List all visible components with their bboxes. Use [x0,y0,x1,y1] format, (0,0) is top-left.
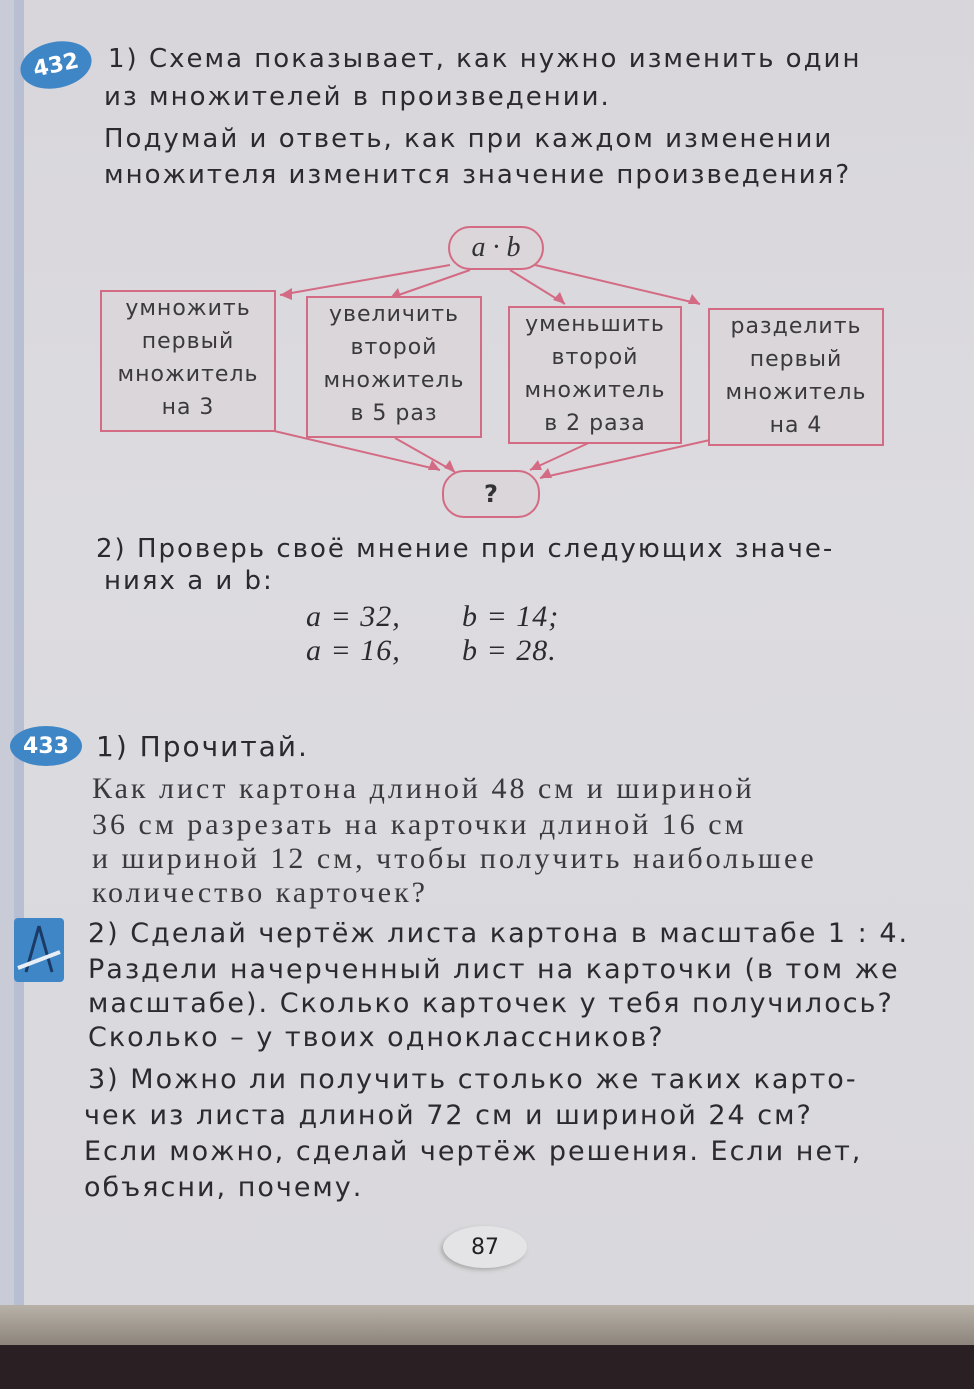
task-433-part2-line-4: Сколько – у твоих одноклассников? [88,1022,665,1053]
page-bottom-edge [0,1305,974,1345]
task-432-line-1: 1) Схема показывает, как нужно изменить один [108,44,862,74]
page-number: 87 [443,1226,527,1268]
task-432-part2-line-1: 2) Проверь своё мнение при следующих значе- [96,534,835,564]
task-433-part3-line-1: 3) Можно ли получить столько же таких карто- [88,1064,858,1095]
task-number-badge-432: 432 [16,35,96,95]
task-433-part1-title: 1) Прочитай. [96,730,309,763]
value-a-2: a = 16, [306,634,401,667]
box-1-line-3: множитель [117,362,259,387]
diagram-box-1 [100,290,276,432]
task-432-line-4: множителя изменится значение произведения? [104,160,852,190]
diagram-top-node: a · b [448,226,544,270]
box-3-line-3: множитель [524,378,666,403]
task-433-part2-line-1: 2) Сделай чертёж листа картона в масштабе 1 : 4. [88,918,910,949]
value-b-2: b = 28. [462,634,557,667]
value-a-1: a = 32, [306,600,401,633]
box-1-line-2: первый [141,329,235,354]
diagram-box-3 [508,306,682,444]
box-2-line-3: множитель [323,368,465,393]
box-2-line-1: увеличить [329,302,459,327]
task-433-part3-line-2: чек из листа длиной 72 см и шириной 24 см? [84,1100,813,1131]
diagram-box-2 [306,296,482,438]
box-3-line-4: в 2 раза [544,411,646,436]
box-4-line-2: первый [749,347,843,372]
value-b-1: b = 14; [462,600,560,633]
compass-icon [14,918,64,982]
box-3-line-2: второй [551,345,639,370]
task-number-badge-433: 433 [10,726,82,766]
task-433-part2-line-2: Раздели начерченный лист на карточки (в том же [88,954,900,985]
task-432-line-2: из множителей в произведении. [104,82,611,112]
box-1-line-1: умножить [125,296,251,321]
task-432-line-3: Подумай и ответь, как при каждом изменении [104,124,834,154]
diagram-box-4 [708,308,884,446]
task-433-text-line-4: количество карточек? [92,876,428,909]
task-433-text-line-3: и шириной 12 см, чтобы получить наибольшее [92,842,817,875]
task-433-part2-line-3: масштабе). Сколько карточек у тебя получилось? [88,988,894,1019]
box-4-line-3: множитель [725,380,867,405]
task-433-text-line-1: Как лист картона длиной 48 см и шириной [92,772,755,805]
task-433-part3-line-3: Если можно, сделай чертёж решения. Если нет, [84,1136,863,1167]
task-433-text-line-2: 36 см разрезать на карточки длиной 16 см [92,808,747,841]
box-4-line-1: разделить [730,314,862,339]
box-2-line-4: в 5 раз [350,401,438,426]
diagram-bottom-node: ? [442,470,540,518]
task-433-part3-line-4: объясни, почему. [84,1172,364,1203]
box-4-line-4: на 4 [769,413,823,438]
diagram-arrows [0,0,974,540]
box-2-line-2: второй [350,335,438,360]
task-432-part2-line-2: ниях a и b: [104,566,274,596]
box-3-line-1: уменьшить [525,312,665,337]
box-1-line-4: на 3 [161,395,215,420]
